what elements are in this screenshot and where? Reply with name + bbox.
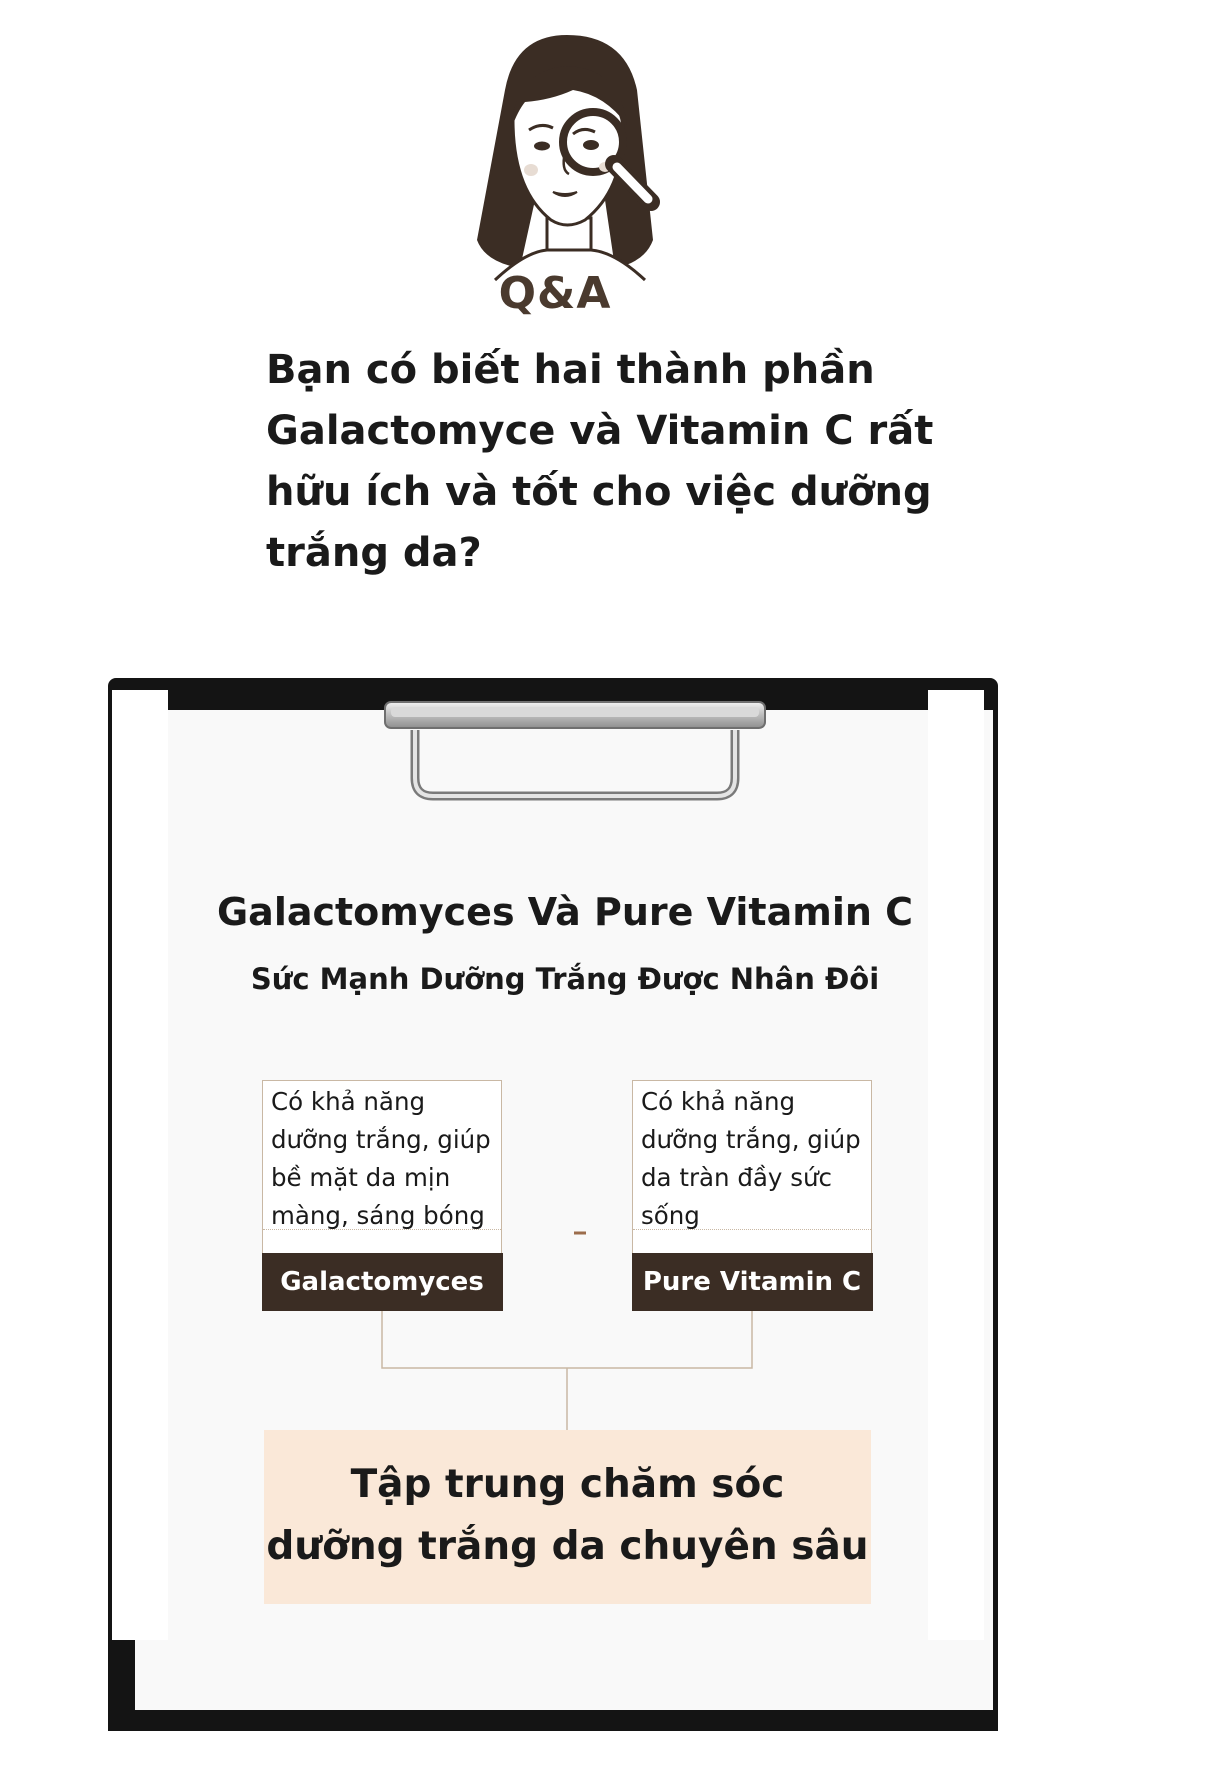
question-line: Galactomyce và Vitamin C rất: [266, 408, 934, 454]
question-heading: [266, 340, 966, 584]
ingredient-description: [271, 1083, 497, 1235]
question-line: trắng da?: [266, 530, 482, 576]
result-box: [264, 1430, 871, 1604]
result-line: Tập trung chăm sóc: [350, 1462, 785, 1507]
dotted-divider: [263, 1229, 501, 1230]
ingredient-description: [641, 1083, 867, 1235]
description-line: sống: [641, 1201, 700, 1230]
result-line: dưỡng trắng da chuyên sâu: [266, 1524, 869, 1569]
qa-label: Q&A: [498, 268, 612, 319]
question-line: hữu ích và tốt cho việc dưỡng: [266, 469, 932, 515]
description-line: màng, sáng bóng: [271, 1201, 485, 1230]
description-line: dưỡng trắng, giúp: [271, 1125, 491, 1154]
description-line: da tràn đầy sức: [641, 1163, 832, 1192]
clipboard-clip-icon: [375, 690, 775, 805]
ingredient-card-vitamin-c: [632, 1080, 872, 1310]
subtitle: Sức Mạnh Dưỡng Trắng Được Nhân Đôi: [250, 962, 880, 996]
dotted-divider: [633, 1229, 871, 1230]
ingredient-label: Pure Vitamin C: [632, 1253, 873, 1311]
white-strip-left: [112, 690, 168, 1640]
ingredient-label: Galactomyces: [262, 1253, 503, 1311]
ingredient-card-galactomyces: [262, 1080, 502, 1310]
main-title: Galactomyces Và Pure Vitamin C: [216, 890, 914, 934]
description-line: dưỡng trắng, giúp: [641, 1125, 861, 1154]
question-line: Bạn có biết hai thành phần: [266, 347, 875, 393]
description-line: bề mặt da mịn: [271, 1163, 451, 1192]
description-line: Có khả năng: [641, 1087, 796, 1116]
white-strip-right: [928, 690, 984, 1640]
description-line: Có khả năng: [271, 1087, 426, 1116]
